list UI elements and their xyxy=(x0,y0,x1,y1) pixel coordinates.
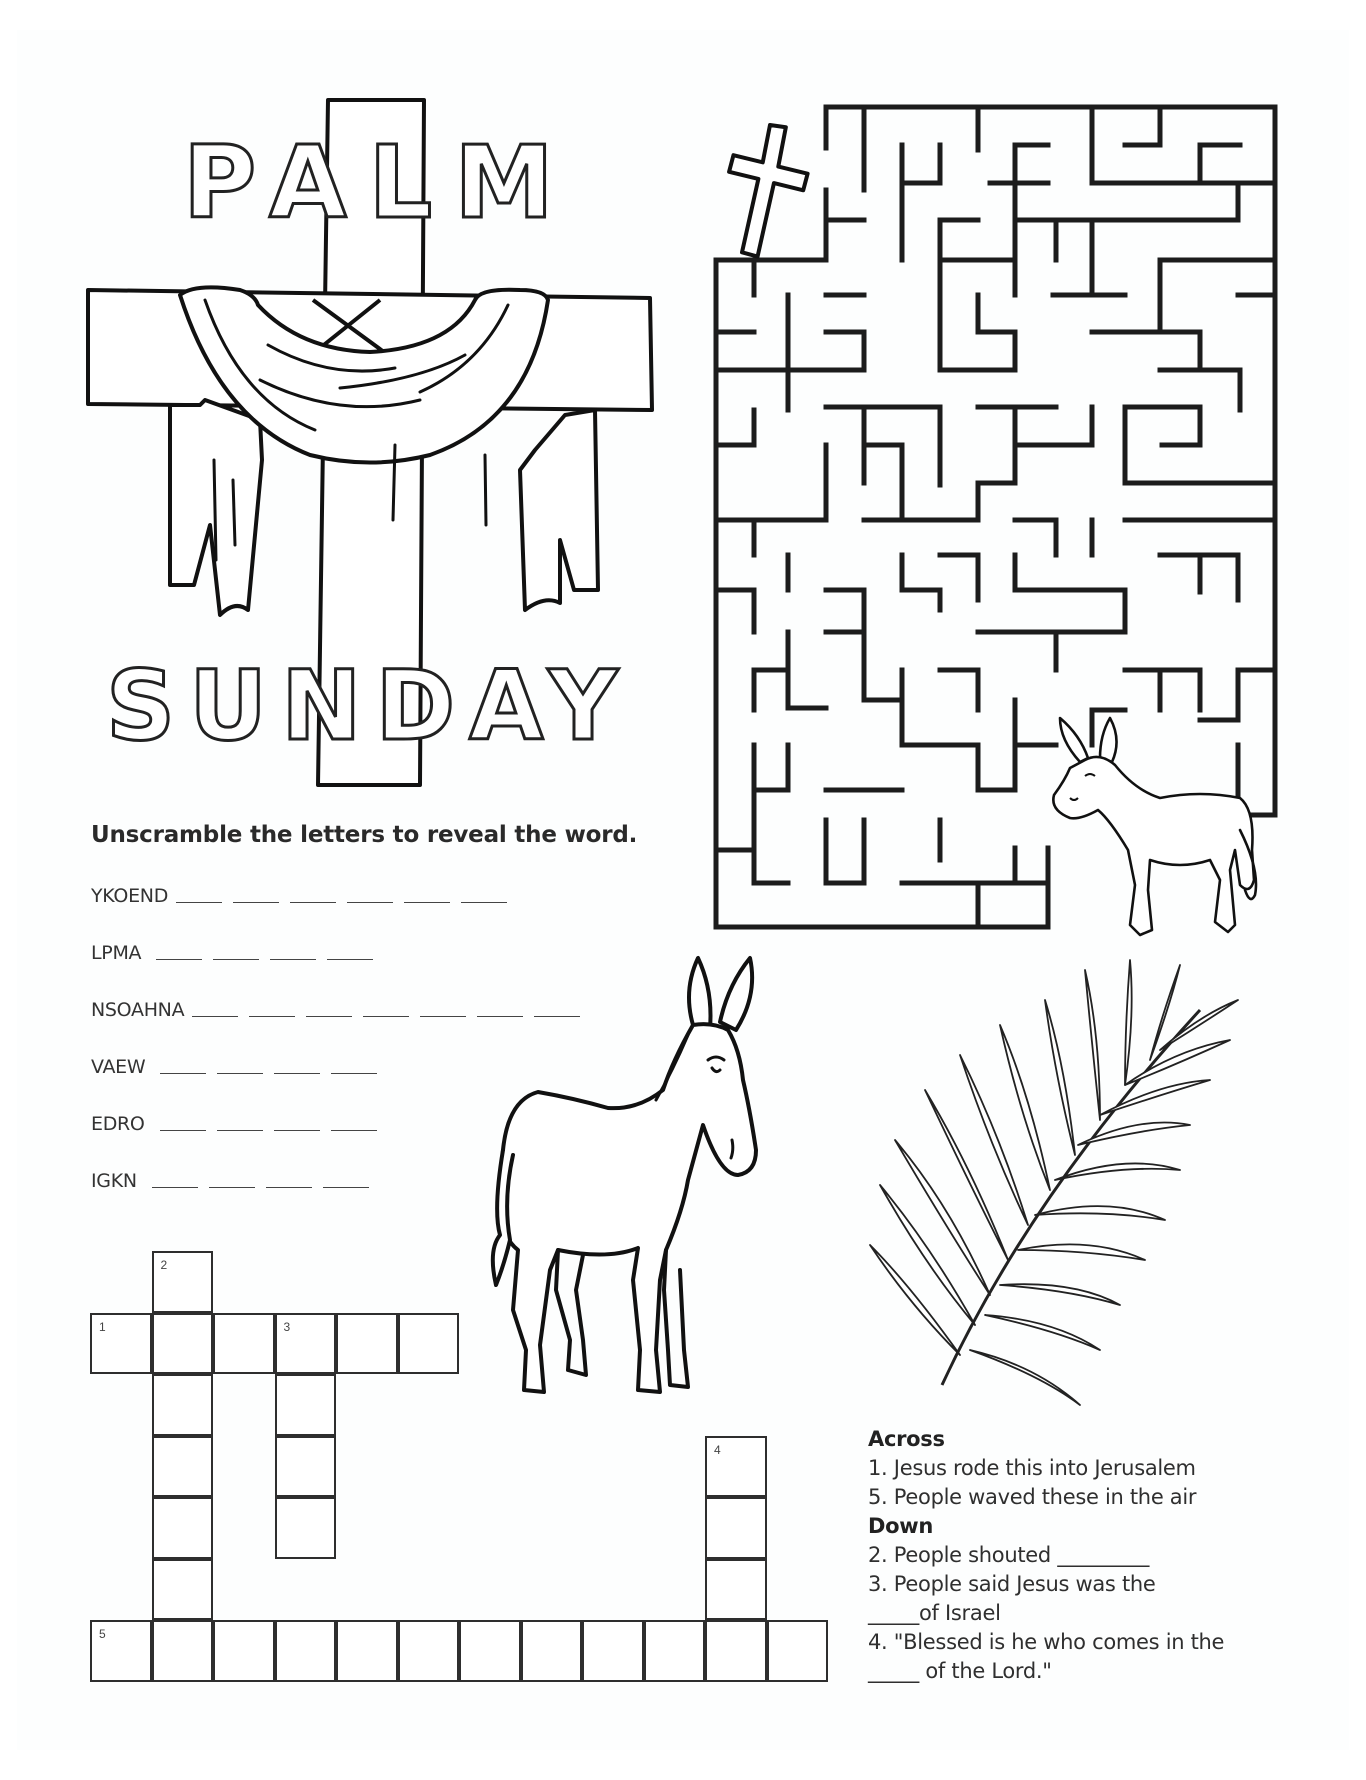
scramble-row xyxy=(91,933,384,963)
crossword-cell[interactable] xyxy=(152,1313,214,1375)
crossword-cell[interactable] xyxy=(90,1620,152,1682)
scrambled-word: EDRO xyxy=(91,1113,145,1135)
scrambled-word: NSOAHNA xyxy=(91,999,185,1021)
crossword-cell[interactable] xyxy=(705,1436,767,1498)
crossword-cell[interactable] xyxy=(152,1251,214,1313)
answer-blank[interactable] xyxy=(327,959,373,960)
crossword-cell[interactable] xyxy=(767,1620,829,1682)
scramble-row xyxy=(91,876,518,906)
answer-blank[interactable] xyxy=(323,1187,369,1188)
scramble-row xyxy=(91,1104,388,1134)
answer-blank[interactable] xyxy=(209,1187,255,1188)
scrambled-word: VAEW xyxy=(91,1056,146,1078)
answer-blank[interactable] xyxy=(192,1016,238,1017)
scrambled-word: IGKN xyxy=(91,1170,137,1192)
answer-blank[interactable] xyxy=(363,1016,409,1017)
answer-blank[interactable] xyxy=(233,902,279,903)
crossword-cell[interactable] xyxy=(275,1497,337,1559)
clue-across-1: 1. Jesus rode this into Jerusalem xyxy=(868,1456,1196,1480)
answer-blank[interactable] xyxy=(217,1073,263,1074)
crossword-cell[interactable] xyxy=(705,1497,767,1559)
title-palm: PALM xyxy=(183,124,576,241)
answer-blank[interactable] xyxy=(270,959,316,960)
answer-blank[interactable] xyxy=(249,1016,295,1017)
crossword-cell[interactable] xyxy=(644,1620,706,1682)
crossword-cell[interactable] xyxy=(152,1620,214,1682)
clue-down-3-cont: _____of Israel xyxy=(868,1601,1001,1625)
clue-across-5: 5. People waved these in the air xyxy=(868,1485,1197,1509)
crossword-cell[interactable] xyxy=(275,1436,337,1498)
clue-number: 3 xyxy=(283,1319,291,1334)
crossword-cell[interactable] xyxy=(705,1559,767,1621)
crossword-cell[interactable] xyxy=(213,1313,275,1375)
clue-number: 2 xyxy=(160,1258,168,1272)
answer-blank[interactable] xyxy=(347,902,393,903)
down-heading: Down xyxy=(868,1514,934,1538)
answer-blank[interactable] xyxy=(290,902,336,903)
answer-blank[interactable] xyxy=(156,959,202,960)
clue-down-4-cont: _____ of the Lord." xyxy=(868,1659,1052,1683)
answer-blank[interactable] xyxy=(331,1073,377,1074)
across-heading: Across xyxy=(868,1427,945,1451)
clue-number: 5 xyxy=(99,1627,106,1641)
crossword-cell[interactable] xyxy=(152,1374,214,1436)
crossword-cell[interactable] xyxy=(152,1436,214,1498)
clue-down-2: 2. People shouted _________ xyxy=(868,1543,1150,1567)
crossword-cell[interactable] xyxy=(582,1620,644,1682)
answer-blank[interactable] xyxy=(266,1187,312,1188)
crossword-cell[interactable] xyxy=(398,1313,460,1375)
crossword-cell[interactable] xyxy=(398,1620,460,1682)
answer-blank[interactable] xyxy=(217,1130,263,1131)
donkey-icon xyxy=(488,950,908,1410)
clue-number: 1 xyxy=(99,1319,106,1334)
answer-blank[interactable] xyxy=(160,1073,206,1074)
clue-number: 4 xyxy=(714,1442,721,1457)
answer-blank[interactable] xyxy=(160,1130,206,1131)
scrambled-word: LPMA xyxy=(91,942,142,964)
unscramble-heading: Unscramble the letters to reveal the word. xyxy=(91,822,638,848)
answer-blank[interactable] xyxy=(176,902,222,903)
answer-blank[interactable] xyxy=(152,1187,198,1188)
palm-frond-icon xyxy=(870,955,1290,1415)
scramble-row xyxy=(91,1161,380,1191)
crossword-cell[interactable] xyxy=(275,1313,337,1375)
title-sunday: SUNDAY xyxy=(106,650,632,762)
answer-blank[interactable] xyxy=(274,1073,320,1074)
answer-blank[interactable] xyxy=(420,1016,466,1017)
crossword-clues xyxy=(868,1425,1308,1686)
clue-down-3: 3. People said Jesus was the xyxy=(868,1572,1156,1596)
crossword-cell[interactable] xyxy=(336,1313,398,1375)
crossword-cell[interactable] xyxy=(90,1313,152,1375)
answer-blank[interactable] xyxy=(274,1130,320,1131)
answer-blank[interactable] xyxy=(213,959,259,960)
clue-down-4: 4. "Blessed is he who comes in the xyxy=(868,1630,1225,1654)
crossword-cell[interactable] xyxy=(459,1620,521,1682)
crossword-cell[interactable] xyxy=(152,1497,214,1559)
crossword-cell[interactable] xyxy=(705,1620,767,1682)
scrambled-word: YKOEND xyxy=(91,885,169,907)
answer-blank[interactable] xyxy=(404,902,450,903)
crossword-cell[interactable] xyxy=(336,1620,398,1682)
answer-blank[interactable] xyxy=(306,1016,352,1017)
crossword-cell[interactable] xyxy=(213,1620,275,1682)
crossword-cell[interactable] xyxy=(152,1559,214,1621)
donkey-icon xyxy=(1040,710,1270,950)
answer-blank[interactable] xyxy=(331,1130,377,1131)
crossword-cell[interactable] xyxy=(275,1620,337,1682)
crossword-cell[interactable] xyxy=(275,1374,337,1436)
cross-icon xyxy=(718,120,814,262)
scramble-row xyxy=(91,1047,388,1077)
answer-blank[interactable] xyxy=(461,902,507,903)
crossword-cell[interactable] xyxy=(521,1620,583,1682)
